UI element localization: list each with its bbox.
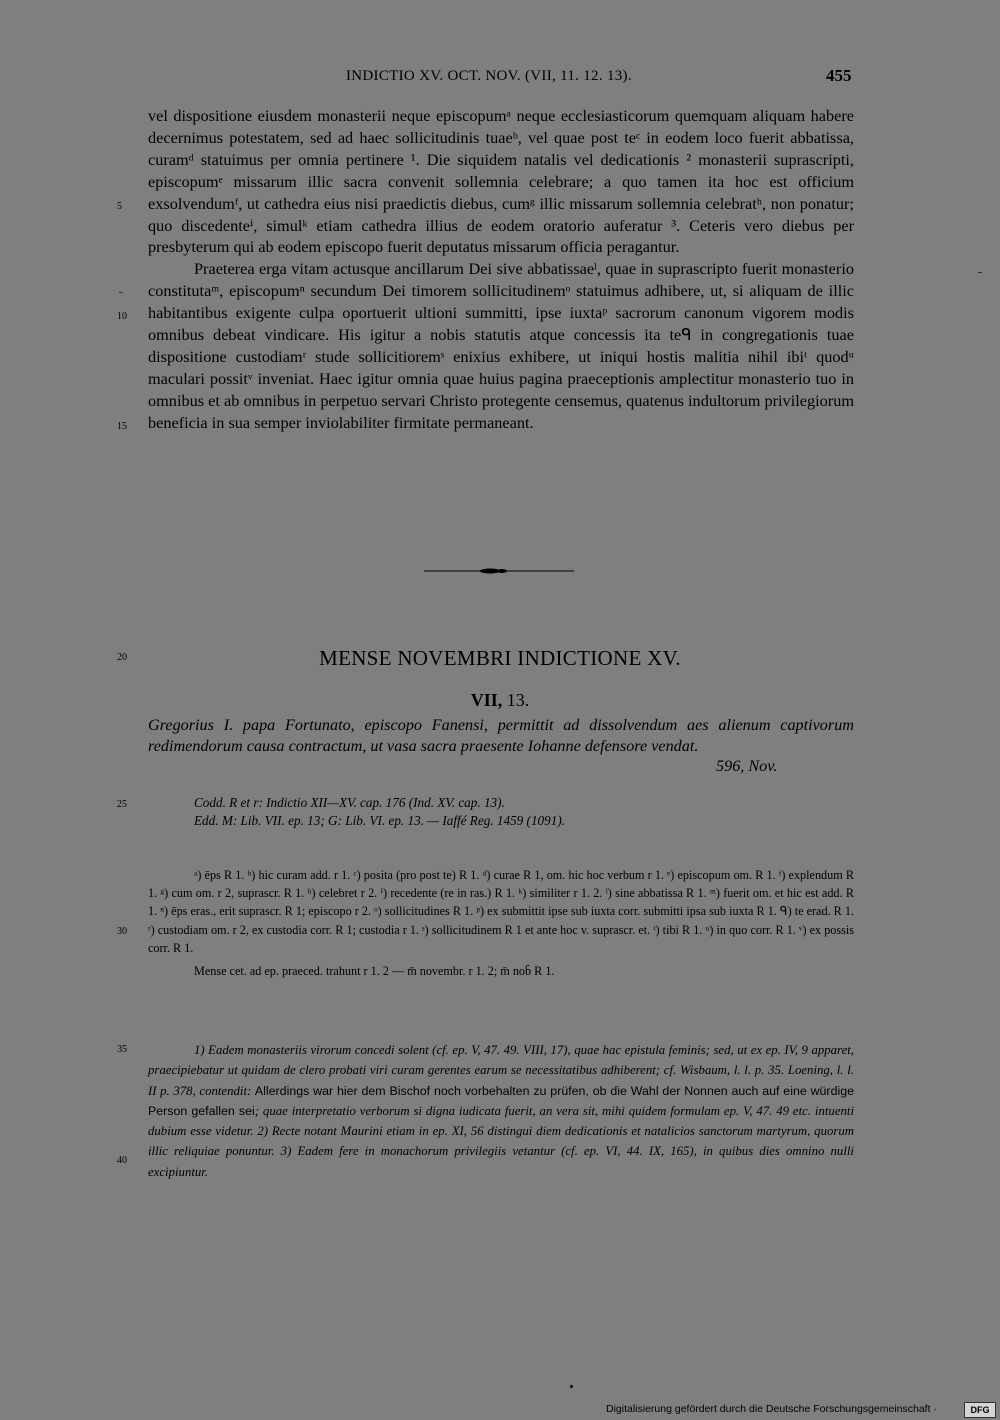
- margin-mark: [978, 272, 982, 273]
- commentary-notes: [148, 1040, 854, 1182]
- page-header: [0, 68, 1000, 92]
- codices-line: Codd. R et r: Indictio XII—XV. cap. 176 (Ind. XV. cap. 13).: [194, 795, 505, 810]
- document-number: [0, 690, 1000, 711]
- regest-date: 596, Nov.: [716, 757, 778, 775]
- page-mark: [570, 1385, 573, 1388]
- page-number: 455: [826, 66, 852, 85]
- body-paragraph: vel dispositione eiusdem monasterii neque episcopumᵃ neque ecclesiasticorum quemquam aliquam habere decernimus potestatem, sed ad haec sollicitudinis tuaeᵇ, vel quae post teᶜ in eodem loco fuerit abbatissa, curamᵈ statuimus per omnia pertinere ¹. Die siquidem natalis vel dedicationis ² monasterii suprascripti, episcopumᵉ missarum illic sacra convenit sollemnia celebrare; a quo tamen ita hoc est officium exsolvendumᶠ, ut cathedra eius nisi praedictis diebus, cumᵍ illic missarum sollemnia celebratʰ, non ponatur; quo discedenteⁱ, simulᵏ etiam cathedra illius de eodem oratorio auferatur ³. Ceteris vero diebus per presbyterum qui ab eodem episcopo fuerit deputatus missarum officia peragantur.: [148, 106, 854, 257]
- commentary-paragraph: [148, 1040, 854, 1182]
- line-number: 30: [117, 926, 127, 937]
- margin-mark: [119, 292, 123, 293]
- commentary-german-quote: Allerdings war hier dem Bischof noch vorbehalten zu prüfen, ob die Wahl der Nonnen auch auf eine würdige Person gefallen sei: [148, 1083, 854, 1118]
- apparatus-mense-note: Mense cet. ad ep. praeced. trahunt r 1. 2 — m̄ novembr. r 1. 2; m̄ nob̄ R 1.: [194, 964, 555, 979]
- codices-list: [194, 794, 565, 830]
- line-number: 15: [117, 421, 127, 432]
- body-paragraph: Praeterea erga vitam actusque ancillarum Dei sive abbatissaeˡ, quae in suprascripto fuerit monasterio constitutaᵐ, episcopumⁿ secundum Dei timorem sollicitudinemᵒ statuimus adhibere, ut, si aliquam de illic habitantibus exigente culpa oportuerit ultioni summitti, ipse iuxtaᵖ sacrorum canonum vigorem modis omnibus debeat vindicare. His igitur a nobis statutis atque concessis ita teᑫ in congregationis tuae dispositione custodiamʳ stude sollicitioremˢ enixius exhibere, ut iniqui hostis malitia nihil ibiᵗ quodᵘ maculari possitᵛ inveniat. Haec igitur omnia quae huius pagina praeceptionis amplectitur monasterio tuo in omnibus et ab omnibus in perpetuo servari Christo protegente censemus, quatenus indultorum privilegiorum beneficia in sua semper inviolabiliter firmitate permaneant.: [148, 259, 854, 432]
- apparatus-notes: ᵃ) ēps R 1. ᵇ) hic curam add. r 1. ᶜ) posita (pro post te) R 1. ᵈ) curae R 1, om. hic hoc verbum r 1. ᵉ) episcopum om. R 1. ᶠ) explendum R 1. ᵍ) cum om. r 2, suprascr. R 1. ʰ) celebret r 2. ⁱ) recedente (re in ras.) R 1. ᵏ) similiter r 1. 2. ˡ) sine abbatissa R 1. ᵐ) fuerit om. et hic est add. R 1. ⁿ) ēps eras., erit suprascr. R 1; episcopo r 2. ᵒ) sollicitudines R 1. ᵖ) ex submittit ipse sub iuxta corr. submitti ipsa sub iuxta R 1. ᑫ) te erad. R 1. ʳ) custodiam om. r 2, ex custodia corr. R 1; custodia r 1. ˢ) sollicitudinem R 1 et ante hoc v. suprascr. et. ᵗ) tibi R 1. ᵘ) in quo corr. R 1. ᵛ) ex possis corr. R 1.: [148, 868, 854, 955]
- dfg-logo-icon: DFG: [964, 1402, 996, 1418]
- line-number: 5: [117, 201, 122, 212]
- document-book: VII,: [470, 690, 503, 710]
- commentary-latin: 1) Eadem monasteriis virorum concedi solent (cf. ep. V, 47. 49. VIII, 17), quae hac epistula feminis; sed, ut ex ep. IV, 9 apparet, praecipiebatur ut quidam de clero probati viri curam gerentes earum se necessitatibus adhiberent; cf. Wisbaum, l. l. p. 35. Loening, l. l. II p. 378, contendit:: [148, 1043, 854, 1098]
- divider-ornament: [424, 566, 574, 576]
- footer: [606, 1400, 1000, 1420]
- regest: Gregorius I. papa Fortunato, episcopo Fanensi, permittit ad dissolvendum aes alienum captivorum redimendorum causa contractum, ut vasa sacra praesente Iohanne defensore vendat.: [148, 716, 854, 755]
- line-number: 10: [117, 311, 127, 322]
- line-number: 25: [117, 799, 127, 810]
- critical-apparatus: [148, 866, 854, 980]
- editions-line: Edd. M: Lib. VII. ep. 13; G: Lib. VI. ep. 13. — Iaffé Reg. 1459 (1091).: [194, 813, 566, 828]
- line-number: 35: [117, 1044, 127, 1055]
- line-number: 40: [117, 1155, 127, 1166]
- funding-credit: Digitalisierung gefördert durch die Deutsche Forschungsgemeinschaft ·: [606, 1403, 937, 1415]
- commentary-latin-continued: ; quae interpretatio verborum si digna iudicata fuerit, an vera sit, mihi quidem formulam ep. V, 47. 49 etc. intuenti dubium esse videtur. 2) Recte notant Maurini etiam in ep. XI, 56 distingui diem dedicationis et natalicios sanctorum martyrum, quorum illic reliquiae ponuntur. 3) Eadem fere in monachorum privilegiis vetantur (cf. ep. VI, 44. IX, 165), in quibus dies omnino nulli excipiuntur.: [148, 1103, 855, 1179]
- body-text: [148, 105, 854, 434]
- line-number: 20: [117, 652, 127, 663]
- document-letter: 13.: [506, 690, 530, 710]
- running-title: INDICTIO XV. OCT. NOV. (VII, 11. 12. 13).: [346, 68, 632, 84]
- section-title: MENSE NOVEMBRI INDICTIONE XV.: [319, 646, 681, 670]
